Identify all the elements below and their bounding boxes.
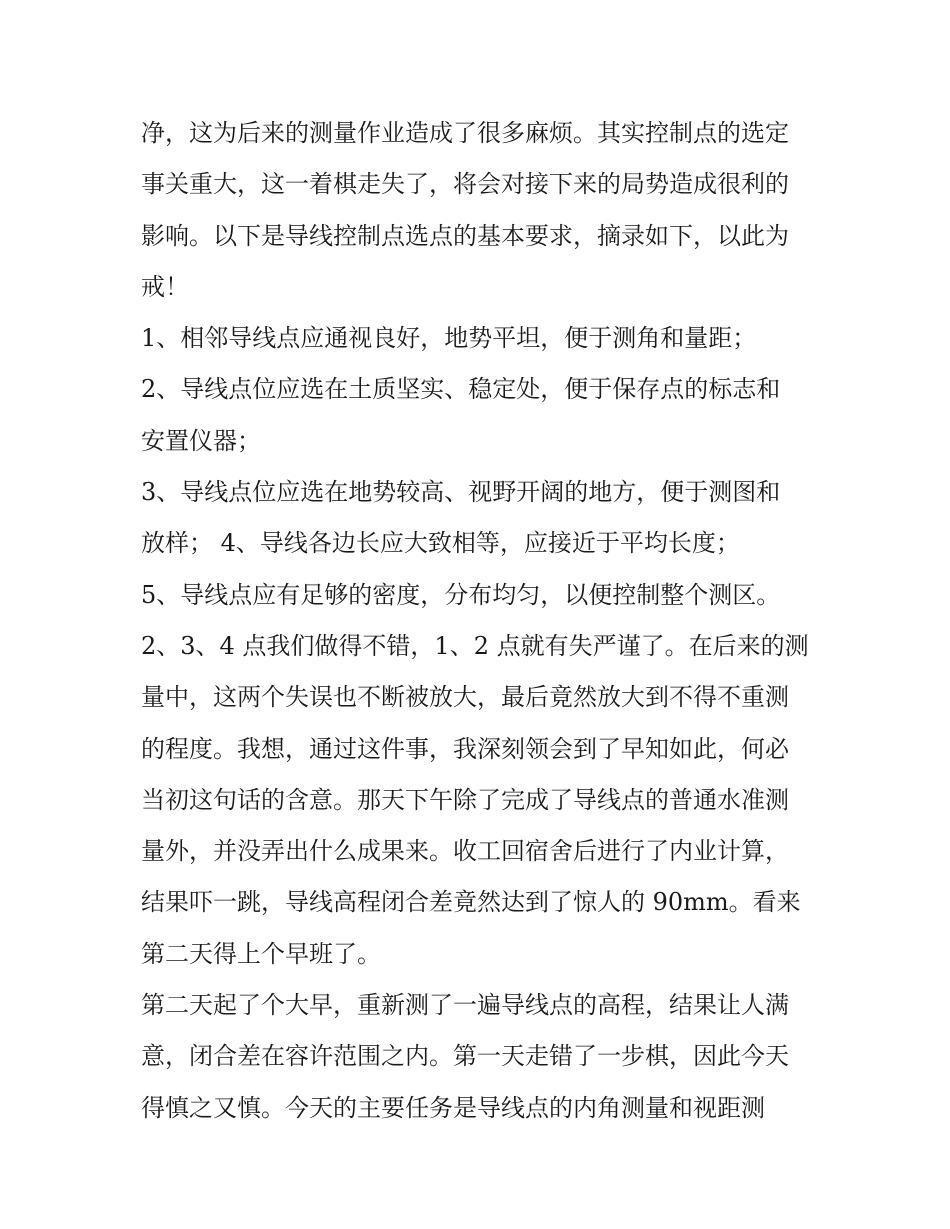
text-line: 净，这为后来的测量作业造成了很多麻烦。其实控制点的选定 [141, 119, 789, 147]
text-line: 量外，并没弄出什么成果来。收工回宿舍后进行了内业计算， [141, 837, 789, 866]
text-line: 5、导线点应有足够的密度，分布均匀，以便控制整个测区。 [141, 580, 781, 609]
text-line: 的程度。我想，通过这件事，我深刻领会到了早知如此，何必 [141, 734, 789, 763]
document-body [141, 108, 821, 1134]
list-item-5 [141, 570, 821, 621]
text-line: 放样； 4、导线各边长应大致相等，应接近于平均长度； [141, 529, 740, 558]
text-line: 安置仪器； [141, 426, 261, 455]
list-item-2 [141, 364, 821, 467]
paragraph-reflection [141, 621, 821, 980]
text-line: 3、导线点位应选在地势较高、视野开阔的地方，便于测图和 [141, 478, 781, 507]
text-line: 结果吓一跳，导线高程闭合差竟然达到了惊人的 90mm。看来 [141, 888, 801, 917]
text-line: 影响。以下是导线控制点选点的基本要求，摘录如下，以此为 [141, 221, 789, 250]
text-line: 2、导线点位应选在土质坚实、稳定处，便于保存点的标志和 [141, 375, 781, 404]
text-line: 量中，这两个失误也不断被放大，最后竟然放大到不得不重测 [141, 683, 789, 712]
text-line: 戒！ [141, 272, 189, 301]
text-line: 得慎之又慎。今天的主要任务是导线点的内角测量和视距测 [141, 1093, 765, 1122]
text-line: 2、3、4 点我们做得不错，1、2 点就有失严谨了。在后来的测 [141, 631, 809, 660]
text-line: 意，闭合差在容许范围之内。第一天走错了一步棋，因此今天 [141, 1042, 789, 1071]
paragraph-second-day [141, 980, 821, 1134]
text-line: 第二天得上个早班了。 [141, 939, 381, 968]
text-line: 第二天起了个大早，重新测了一遍导线点的高程，结果让人满 [141, 991, 789, 1020]
paragraph-intro [141, 108, 821, 313]
text-line: 1、相邻导线点应通视良好，地势平坦，便于测角和量距； [141, 324, 757, 353]
text-line: 当初这句话的含意。那天下午除了完成了导线点的普通水准测 [141, 785, 789, 814]
text-line: 事关重大，这一着棋走失了，将会对接下来的局势造成很利的 [141, 170, 789, 199]
list-item-3-4 [141, 467, 821, 570]
list-item-1 [141, 313, 821, 364]
